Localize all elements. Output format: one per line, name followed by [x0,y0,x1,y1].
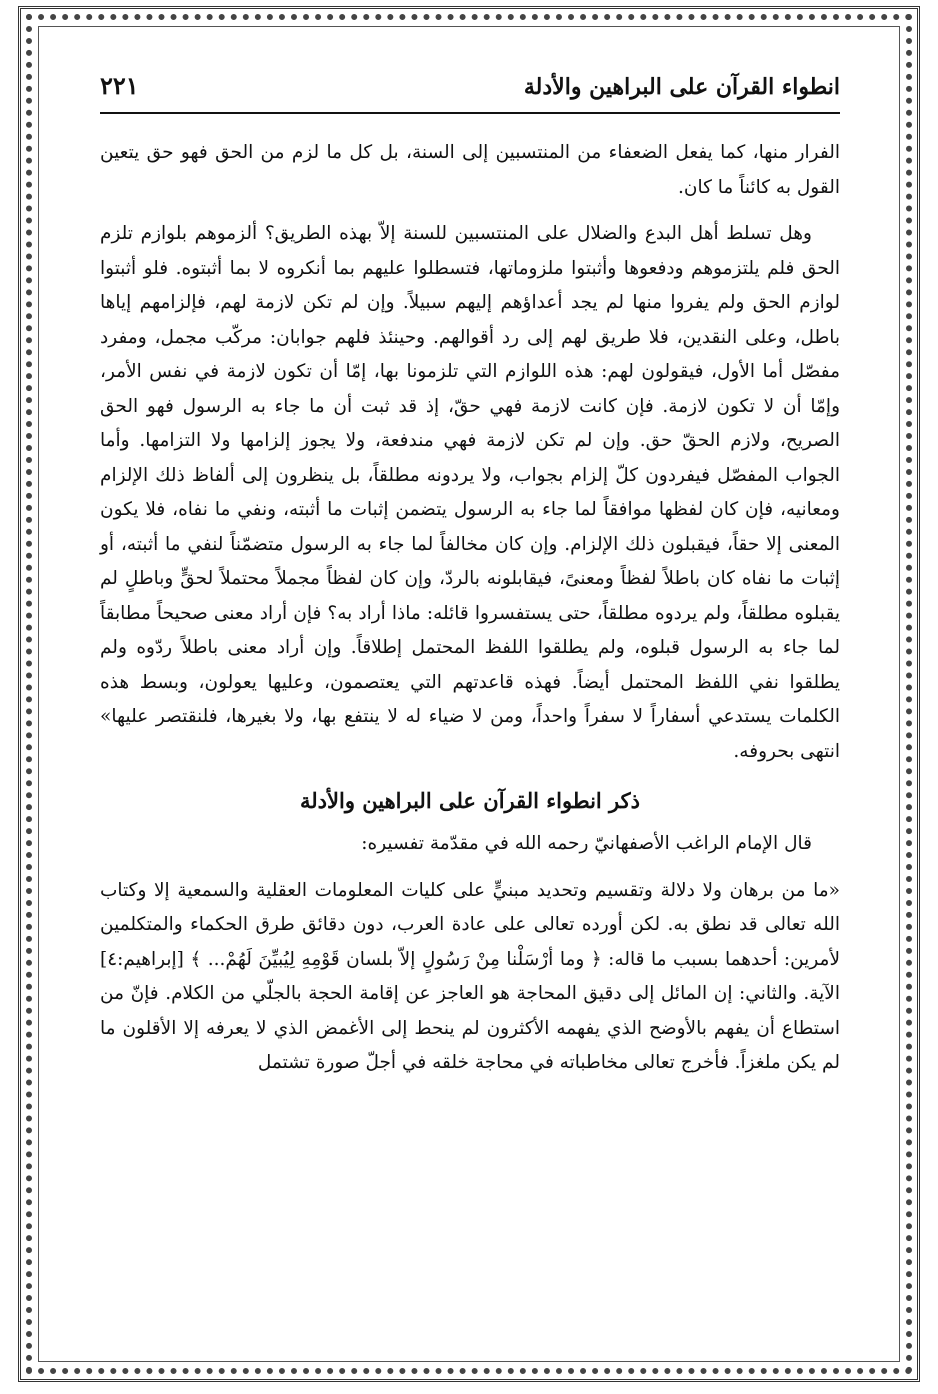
section-heading: ذكر انطواء القرآن على البراهين والأدلة [300,788,640,813]
page-number: ٢٢١ [100,71,139,100]
book-page [100,60,840,1093]
paragraph-continuation: الفرار منها، كما يفعل الضعفاء من المنتسبين إلى السنة، بل كل ما لزم من الحق فهو حق يتعين القول به كائناً ما كان. [100,142,840,198]
section-quote: «ما من برهان ولا دلالة وتقسيم وتحديد مبنيٍّ على كليات المعلومات العقلية والسمعية إلا وكتاب الله تعالى قد نطق به. لكن أورده تعالى على عادة العرب، دون دقائق طرق الحكماء والمتكلمين لأمرين: أحدهما بسبب ما قاله: ﴿ وما أرْسَلْنا مِنْ رَسُولٍ إلاّ بلسان قَوْمِهِ لِيُبيِّنَ لَهُمْ... ﴾ [إبراهيم:٤] الآية. والثاني: إن المائل إلى دقيق المحاجة هو العاجز عن إقامة الحجة بالجلّي من الكلام. فإنّ من استطاع أن يفهم بالأوضح الذي يفهمه الأكثرون لم ينحط إلى الأغمض الذي لا يعرفه إلا الأقلون ما لم يكن ملغزاً. فأخرج تعالى مخاطباته في محاجة خلقه في أجلّ صورة تشتمل [100,879,840,1073]
running-title: انطواء القرآن على البراهين والأدلة [523,74,840,100]
paragraph-ahl-al-bida: وهل تسلط أهل البدع والضلال على المنتسبين للسنة إلاّ بهذه الطريق؟ ألزموهم بلوازم تلزم الحق فلم يلتزموهم ودفعوها وأثبتوا ملزوماتها، فتسطلوا عليهم بما أنكروه لا بما أثبتوه. فلو أثبتوا لوازم الحق ولم يفروا منها لم يجد أعداؤهم إليهم سبيلاً. وإن لم تكن لازمة لهم، فإلزامهم إياها باطل، وعلى النقدين، فلا طريق لهم إلى رد أقوالهم. وحينئذ فلهم جوابان: مركّب مجمل، ومفرد مفصّل أما الأول، فيقولون لهم: هذه اللوازم التي تلزمونا بها، إمّا أن تكون لازمة في نفس الأمر، وإمّا أن لا تكون لازمة. فإن كانت لازمة فهي حقّ، إذ قد ثبت أن ما جاء به الرسول فهو الحق الصريح، ولازم الحقّ حق. وإن لم تكن لازمة فهي مندفعة، ولا يجوز إلزامها ولا التزامها. وأما الجواب المفصّل فيفردون كلّ إلزام بجواب، ولا يردونه مطلقاً، بل ينظرون إلى ألفاظ ذلك الإلزام ومعانيه، فإن كان لفظها موافقاً لما جاء به الرسول يتضمن إثبات ما أثبته، ونفي ما نفاه، فلا يكون المعنى إلا حقاً، فيقبلون ذلك الإلزام. وإن كان مخالفاً لما جاء به الرسول متضمّناً لنفي ما أثبته، أو إثبات ما نفاه كان باطلاً لفظاً ومعنىً، فيقابلونه بالردّ، وإن كان لفظاً مجملاً محتملاً لحقٍّ وباطلٍ لم يقبلوه مطلقاً، ولم يردوه مطلقاً، حتى يستفسروا قائله: ماذا أراد به؟ فإن أراد معنى صحيحاً مطابقاً لما جاء به الرسول قبلوه، ولم يطلقوا اللفظ المحتمل إطلاقاً. وإن أراد معنى باطلاً ردّوه ولم يطلقوا نفي اللفظ المحتمل أيضاً. فهذه قاعدتهم التي يعتصمون، وعليها يعولون، وبسط هذه الكلمات يستدعي أسفاراً لا سفراً واحداً، ومن لا ضياء له لا ينتفع بها، ولا بغيرها، فلنقتصر عليها» انتهى بحروفه. [100,223,840,762]
section-intro: قال الإمام الراغب الأصفهانيّ رحمه الله في مقدّمة تفسيره: [361,833,812,854]
running-header [100,60,840,114]
body-text [100,136,840,1081]
